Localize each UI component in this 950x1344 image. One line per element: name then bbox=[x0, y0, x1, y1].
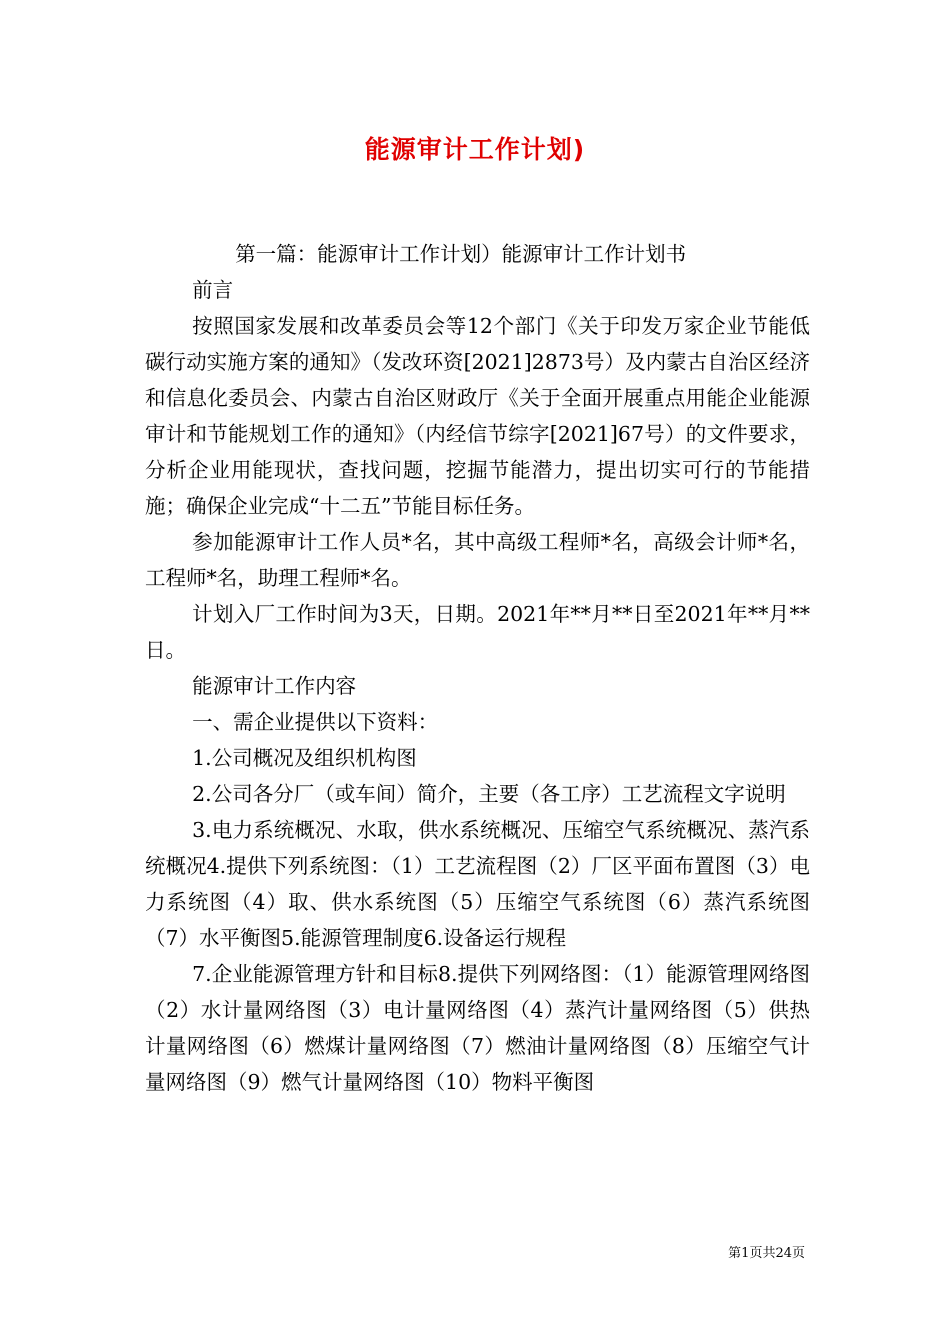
section-heading: 第一篇：能源审计工作计划）能源审计工作计划书 bbox=[235, 242, 687, 266]
list-item-7: 7.企业能源管理方针和目标8.提供下列网络图：（1）能源管理网络图（2）水计量网络图（3）电计量网络图（4）蒸汽计量网络图（5）供热计量网络图（6）燃煤计量网络图（7）燃油计量网络图（8）压缩空气计量网络图（9）燃气计量网络图（10）物料平衡图 bbox=[145, 962, 810, 1094]
document-body bbox=[145, 236, 810, 1100]
paragraph-staff: 参加能源审计工作人员*名，其中高级工程师*名，高级会计师*名，工程师*名，助理工程师*名。 bbox=[145, 530, 810, 590]
paragraph-list-heading: 一、需企业提供以下资料： bbox=[192, 710, 439, 734]
page-number: 第1页共24页 bbox=[728, 1246, 805, 1261]
list-item-1: 1.公司概况及组织机构图 bbox=[192, 746, 417, 770]
paragraph-basis: 按照国家发展和改革委员会等12个部门《关于印发万家企业节能低碳行动实施方案的通知》（发改环资[2021]2873号）及内蒙古自治区经济和信息化委员会、内蒙古自治区财政厅《关于全面开展重点用能企业能源审计和节能规划工作的通知》（内经信节综字[2021]67号）的文件要求，分析企业用能现状，查找问题，挖掘节能潜力，提出切实可行的节能措施；确保企业完成“十二五”节能目标任务。 bbox=[145, 314, 810, 518]
paragraph-preface: 前言 bbox=[192, 278, 234, 302]
paragraph-content-heading: 能源审计工作内容 bbox=[192, 674, 357, 698]
list-item-3: 3.电力系统概况、水取，供水系统概况、压缩空气系统概况、蒸汽系统概况4.提供下列系统图：（1）工艺流程图（2）厂区平面布置图（3）电力系统图（4）取、供水系统图（5）压缩空气系统图（6）蒸汽系统图（7）水平衡图5.能源管理制度6.设备运行规程 bbox=[145, 818, 810, 950]
document-title: 能源审计工作计划) bbox=[364, 135, 586, 164]
paragraph-schedule: 计划入厂工作时间为3天，日期。2021年**月**日至2021年**月**日。 bbox=[145, 602, 810, 662]
list-item-2: 2.公司各分厂（或车间）简介，主要（各工序）工艺流程文字说明 bbox=[192, 782, 786, 806]
